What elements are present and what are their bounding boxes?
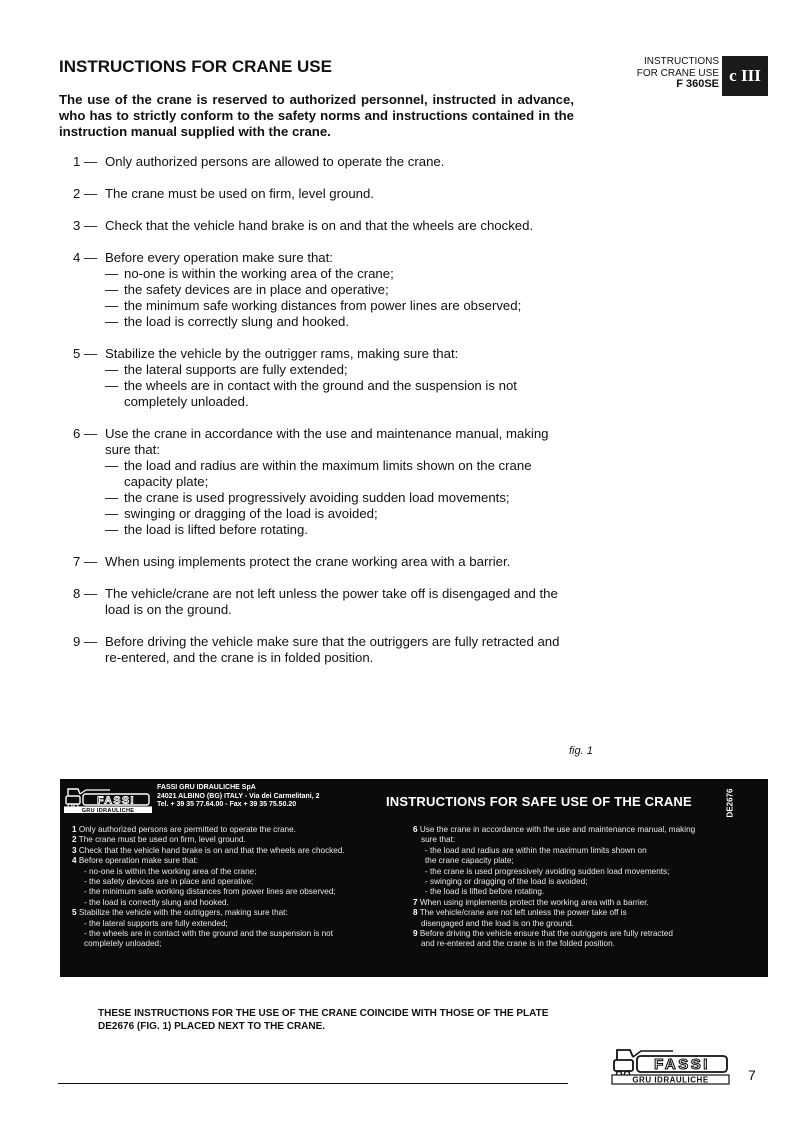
rule-subitem-dash: — — [105, 266, 119, 281]
plate-item — [413, 898, 758, 908]
rule-number: 3 — — [73, 218, 98, 233]
plate-item-number: 6 — [413, 825, 418, 834]
plate-item — [72, 908, 372, 918]
plate-item — [72, 825, 372, 835]
rule-subitem-text: the load and radius are within the maximum limits shown on the crane capacity plate; — [124, 458, 532, 489]
plate-item-number: 9 — [413, 929, 418, 939]
plate-item-text: Use the crane in accordance with the use and maintenance manual, making — [419, 825, 696, 834]
figure-caption: fig. 1 — [569, 745, 593, 757]
section-code-badge: c III — [722, 56, 768, 96]
section-label-line1: INSTRUCTIONS — [644, 56, 719, 67]
rule-subitem — [105, 298, 573, 314]
plate-item-continued: and re-entered and the crane is in the folded position. — [421, 939, 615, 949]
plate-item — [413, 929, 758, 939]
plate-item-number: 5 — [72, 908, 77, 918]
rule-subitem-dash: — — [105, 506, 119, 521]
rule-subitem-dash: — — [105, 298, 119, 313]
rule-subitem — [105, 314, 573, 330]
rule-item — [73, 554, 573, 570]
plate-logo-subtext: GRU IDRAULICHE — [81, 808, 135, 813]
rule-subitem-dash: — — [105, 490, 119, 505]
plate-code-text: DE2676 — [725, 788, 735, 818]
plate-column-right — [413, 825, 758, 950]
plate-code — [723, 783, 737, 823]
rule-number: 5 — — [73, 346, 98, 361]
plate-subitem: - swinging or dragging of the load is avoided; — [425, 877, 588, 887]
rule-item — [73, 186, 573, 202]
plate-item — [72, 835, 372, 845]
rule-number: 9 — — [73, 634, 98, 649]
rule-subitem-dash: — — [105, 314, 119, 329]
plate-item-text: When using implements protect the working area with a barrier. — [419, 897, 649, 907]
section-label — [637, 56, 719, 91]
rule-subitem-text: the wheels are in contact with the ground and the suspension is not completely unloaded. — [124, 378, 517, 409]
rule-subitem-dash: — — [105, 362, 119, 377]
plate-item-text: The crane must be used on firm, level ground. — [78, 835, 246, 845]
page-number: 7 — [748, 1067, 756, 1083]
rule-subitem — [105, 362, 573, 378]
footer-fassi-logo — [611, 1043, 730, 1085]
plate-subitem: - the minimum safe working distances from power lines are observed; — [84, 887, 336, 897]
plate-column-left — [72, 825, 372, 950]
rule-text: When using implements protect the crane working area with a barrier. — [105, 554, 511, 569]
rule-body — [105, 346, 573, 410]
rule-subitem — [105, 490, 573, 506]
rule-subitem — [105, 282, 573, 298]
plate-item-number: 3 — [72, 845, 77, 855]
rule-body — [105, 426, 573, 538]
rule-text: Check that the vehicle hand brake is on and that the wheels are chocked. — [105, 218, 534, 233]
plate-item — [413, 825, 758, 835]
rule-subitem-dash: — — [105, 522, 119, 537]
plate-item-text: The vehicle/crane are not left unless the power take off is — [419, 908, 627, 918]
rule-number: 7 — — [73, 554, 98, 569]
plate-subitem: - the safety devices are in place and operative; — [84, 877, 254, 887]
rule-subitem-text: swinging or dragging of the load is avoided; — [124, 506, 378, 521]
plate-item-text: Stabilize the vehicle with the outriggers, making sure that: — [78, 908, 288, 918]
plate-subitem: - the crane is used progressively avoiding sudden load movements; — [425, 866, 670, 876]
rule-subitem — [105, 522, 573, 538]
rule-body — [105, 586, 573, 618]
footer-rule — [58, 1083, 568, 1084]
rule-number: 2 — — [73, 186, 98, 201]
rule-body — [105, 250, 573, 330]
rule-item — [73, 154, 573, 170]
rule-text: Before driving the vehicle make sure that the outriggers are fully retracted and re-entered, and the crane is in folded position. — [105, 634, 560, 665]
plate-item-text: Before operation make sure that: — [78, 856, 199, 866]
rule-item — [73, 218, 573, 234]
intro-paragraph: The use of the crane is reserved to authorized personnel, instructed in advance, who has to strictly conform to the safety norms and instructions contained in the instruction manual supplied with the crane. — [59, 92, 574, 139]
plate-company-phone: Tel. + 39 35 77.64.00 - Fax + 39 35 75.50.20 — [157, 801, 297, 808]
plate-logo-wordmark: FASSI — [97, 794, 135, 807]
rule-text: The crane must be used on firm, level ground. — [105, 186, 375, 201]
rule-subitem-text: the lateral supports are fully extended; — [124, 362, 348, 377]
rule-subitem — [105, 266, 573, 282]
plate-item-continued: disengaged and the load is on the ground. — [421, 918, 574, 928]
plate-fassi-logo — [64, 785, 152, 813]
rule-body — [105, 554, 573, 570]
footer-logo-subtext: GRU IDRAULICHE — [632, 1075, 709, 1085]
rule-subitem-text: the load is lifted before rotating. — [124, 522, 309, 537]
plate-subitem: - the load is correctly slung and hooked. — [84, 897, 229, 907]
section-label-line2: FOR CRANE USE — [636, 67, 719, 79]
rule-subitem-text: no-one is within the working area of the crane; — [124, 266, 394, 281]
footer-logo-wordmark: FASSI — [654, 1056, 710, 1073]
rule-number: 4 — — [73, 250, 98, 265]
rule-text: Use the crane in accordance with the use and maintenance manual, making sure that: — [105, 426, 549, 457]
rule-subitem — [105, 458, 573, 490]
plate-item-number: 4 — [72, 856, 77, 866]
plate-item-text: Only authorized persons are permitted to operate the crane. — [78, 825, 296, 834]
rule-subitem-text: the safety devices are in place and operative; — [124, 282, 389, 297]
plate-item-number: 8 — [413, 908, 418, 918]
rule-subitem — [105, 378, 573, 410]
plate-item-text: Check that the vehicle hand brake is on and that the wheels are chocked. — [78, 845, 345, 855]
rule-body — [105, 154, 573, 170]
rule-text: The vehicle/crane are not left unless the power take off is disengaged and the load is on the ground. — [105, 586, 558, 617]
plate-item-text: Before driving the vehicle ensure that the outriggers are fully retracted — [419, 929, 673, 939]
plate-item — [413, 908, 758, 918]
plate-item-number: 1 — [72, 825, 77, 834]
rule-body — [105, 186, 573, 202]
rule-subitem-dash: — — [105, 458, 119, 473]
rule-item — [73, 250, 573, 330]
rule-subitem-dash: — — [105, 282, 119, 297]
rule-text: Before every operation make sure that: — [105, 250, 333, 265]
rule-text: Stabilize the vehicle by the outrigger rams, making sure that: — [105, 346, 459, 361]
plate-note: THESE INSTRUCTIONS FOR THE USE OF THE CRANE COINCIDE WITH THOSE OF THE PLATE DE2676 (FIG. 1) PLACED NEXT TO THE CRANE. — [98, 1008, 549, 1032]
rule-body — [105, 218, 573, 234]
plate-company-name: FASSI GRU IDRAULICHE SpA — [157, 784, 256, 791]
plate-title: INSTRUCTIONS FOR SAFE USE OF THE CRANE — [386, 794, 692, 809]
rule-item — [73, 426, 573, 538]
plate-company-info — [157, 784, 319, 810]
rule-body — [105, 634, 573, 666]
rule-item — [73, 586, 573, 618]
page-title: INSTRUCTIONS FOR CRANE USE — [59, 57, 332, 76]
rule-number: 6 — — [73, 426, 98, 441]
plate-item — [72, 846, 372, 856]
plate-subitem: - the load and radius are within the maximum limits shown on — [425, 845, 647, 855]
rule-number: 8 — — [73, 586, 98, 601]
plate-subitem: completely unloaded; — [84, 939, 162, 949]
rules-list — [73, 154, 573, 666]
rule-item — [73, 634, 573, 666]
rule-item — [73, 346, 573, 410]
rule-text: Only authorized persons are allowed to operate the crane. — [105, 154, 445, 169]
rule-subitem — [105, 506, 573, 522]
plate-company-address: 24021 ALBINO (BG) ITALY - Via dei Carmelitani, 2 — [157, 792, 320, 800]
plate-item-number: 7 — [413, 897, 418, 907]
model-name: F 360SE — [676, 78, 719, 90]
safety-plate — [60, 779, 768, 977]
plate-item-number: 2 — [72, 835, 77, 845]
plate-subitem: the crane capacity plate; — [425, 856, 514, 866]
plate-item — [72, 856, 372, 866]
plate-subitem: - the lateral supports are fully extended; — [84, 918, 228, 928]
rule-subitem-text: the load is correctly slung and hooked. — [124, 314, 350, 329]
rule-subitem-text: the minimum safe working distances from power lines are observed; — [124, 298, 522, 313]
plate-subitem: - no-one is within the working area of the crane; — [84, 866, 257, 876]
plate-item-continued: sure that: — [421, 835, 456, 845]
plate-subitem: - the wheels are in contact with the ground and the suspension is not — [84, 929, 333, 939]
rule-number: 1 — — [73, 154, 98, 169]
plate-subitem: - the load is lifted before rotating. — [425, 887, 545, 897]
rule-subitem-text: the crane is used progressively avoiding sudden load movements; — [124, 490, 510, 505]
rule-subitem-dash: — — [105, 378, 119, 393]
